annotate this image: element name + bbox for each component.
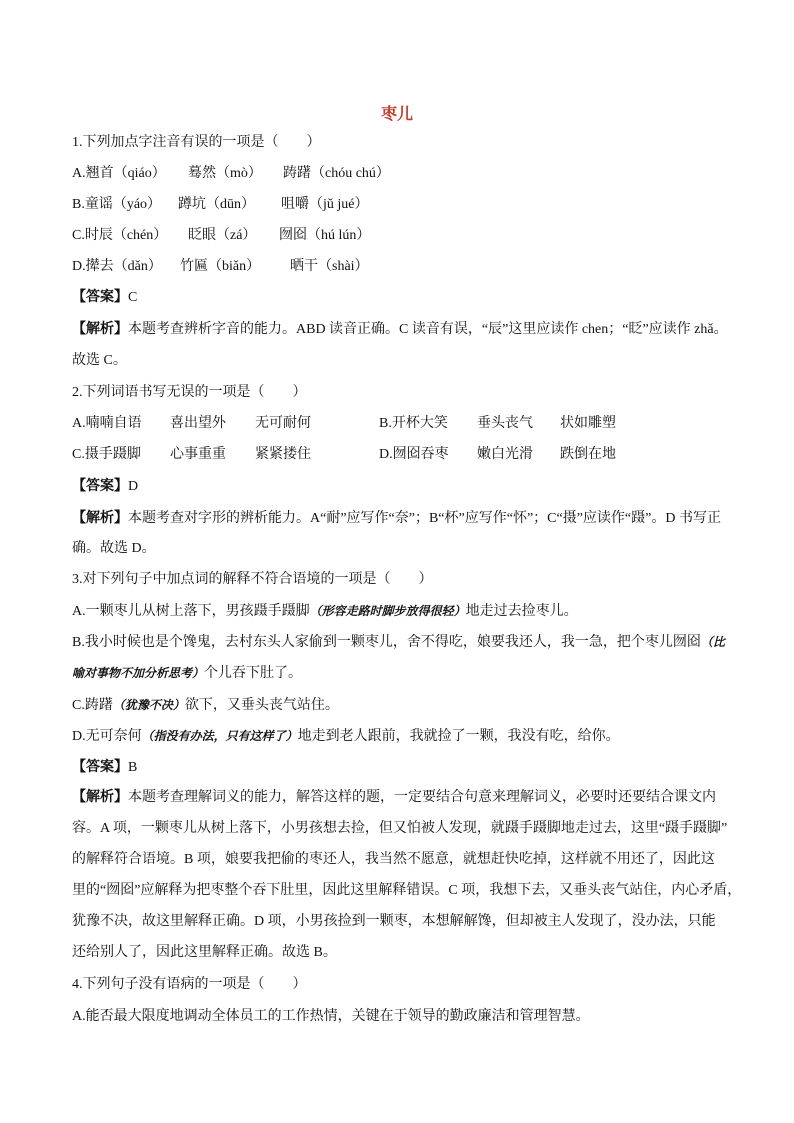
q2-c-word2: 心事重重 <box>170 447 226 462</box>
q1-b-word3: 咀嚼（jǔ jué） <box>281 197 369 212</box>
q3-analysis-line-6: 还给别人了，因此这里解释正确。故选 B。 <box>72 945 337 960</box>
q2-row-1 <box>72 414 734 434</box>
q1-answer <box>72 288 734 308</box>
q3-option-d <box>72 726 734 747</box>
q3-stem: 3.对下列句子中加点词的解释不符合语境的一项是（ ） <box>72 572 433 587</box>
q3-option-b-line-1 <box>72 632 734 653</box>
q3-d-note: （指没有办法，只有这样了） <box>141 729 298 743</box>
answer-tag: 【答案】 <box>72 479 128 494</box>
q2-d-word1: D.囫囵吞枣 <box>379 447 449 462</box>
q3-a-note: （形容走路时脚步放得很轻） <box>309 604 466 618</box>
q2-stem: 2.下列词语书写无误的一项是（ ） <box>72 385 307 400</box>
q2-analysis-line-1 <box>72 509 734 529</box>
q1-b-word2: 蹲坑（dūn） <box>178 197 255 212</box>
q1-stem: 1.下列加点字注音有误的一项是（ ） <box>72 135 321 150</box>
q3-option-b-line-2 <box>72 663 734 684</box>
q3-option-c <box>72 695 734 716</box>
answer-tag: 【答案】 <box>72 290 128 305</box>
q2-a-word1: A.喃喃自语 <box>72 416 142 431</box>
q3-c-text-end: 欲下，又垂头丧气站住。 <box>184 698 339 713</box>
q1-analysis-line-2: 故选 C。 <box>72 353 127 368</box>
q3-answer-value: B <box>128 760 138 775</box>
page-title: 枣儿 <box>380 106 413 123</box>
q1-analysis-text: 本题考查辨析字音的能力。ABD 读音正确。C 读音有误，“辰”这里应读作 chen；“眨”应读作 zhǎ。 <box>128 322 728 337</box>
q2-answer <box>72 477 734 497</box>
q2-c-word3: 紧紧搂住 <box>255 447 311 462</box>
q3-b-text-end: 个儿吞下肚了。 <box>204 666 303 681</box>
answer-tag: 【答案】 <box>72 760 128 775</box>
q1-option-b <box>72 195 734 215</box>
q1-answer-value: C <box>128 290 138 305</box>
q1-c-word3: 囫囵（hú lún） <box>279 228 371 243</box>
q3-b-note-end: 喻对事物不加分析思考） <box>72 666 205 680</box>
q2-row-2 <box>72 445 734 465</box>
q1-option-c <box>72 226 734 246</box>
q2-d-word3: 跌倒在地 <box>560 447 616 462</box>
q1-c-word1: C.时辰（chén） <box>72 228 168 243</box>
q3-b-note-start: （比 <box>700 635 725 649</box>
q3-answer <box>72 758 734 778</box>
analysis-tag: 【解析】 <box>72 790 128 805</box>
q1-d-word3: 晒干（shài） <box>290 259 369 274</box>
q3-option-a <box>72 601 734 622</box>
q3-analysis-line-2: 容。A 项，一颗枣儿从树上落下，小男孩想去捡，但又怕被人发现，就蹑手蹑脚地走过去，这里“蹑手蹑脚” <box>72 821 728 836</box>
q3-d-text: D.无可奈何 <box>72 729 142 744</box>
q3-a-text: A.一颗枣儿从树上落下，男孩蹑手蹑脚 <box>72 604 310 619</box>
q1-a-word1: A.翘首（qiáo） <box>72 166 166 181</box>
q3-d-text-end: 地走到老人跟前，我就捡了一颗，我没有吃，给你。 <box>297 729 620 744</box>
q1-d-word2: 竹匾（biǎn） <box>180 259 261 274</box>
q2-b-word1: B.开杯大笑 <box>379 416 448 431</box>
q3-analysis-line-1 <box>72 788 734 808</box>
q1-c-word2: 眨眼（zá） <box>188 228 257 243</box>
q2-analysis-line-2: 确。故选 D。 <box>72 541 156 556</box>
q2-a-word2: 喜出望外 <box>170 416 226 431</box>
q3-b-text: B.我小时候也是个馋鬼，去村东头人家偷到一颗枣儿，舍不得吃，娘要我还人，我一急，把个枣儿囫囵 <box>72 635 701 650</box>
q1-b-word1: B.童谣（yáo） <box>72 197 162 212</box>
q4-option-a: A.能否最大限度地调动全体员工的工作热情，关键在于领导的勤政廉洁和管理智慧。 <box>72 1009 590 1024</box>
q1-option-a <box>72 164 734 184</box>
q2-b-word3: 状如雕塑 <box>560 416 616 431</box>
q2-c-word1: C.摄手蹑脚 <box>72 447 141 462</box>
q1-a-word3: 踌躇（chóu chú） <box>283 166 390 181</box>
q2-b-word2: 垂头丧气 <box>477 416 533 431</box>
q2-answer-value: D <box>128 479 139 494</box>
q1-a-word2: 蓦然（mò） <box>188 166 262 181</box>
q2-d-word2: 嫩白光滑 <box>477 447 533 462</box>
analysis-tag: 【解析】 <box>72 511 128 526</box>
q3-a-text-end: 地走过去捡枣儿。 <box>465 604 578 619</box>
q3-analysis-line-5: 犹豫不决，故这里解释正确。D 项，小男孩捡到一颗枣，本想解解馋，但却被主人发现了，没办法，只能 <box>72 914 716 929</box>
q1-d-word1: D.撵去（dǎn） <box>72 259 162 274</box>
q3-analysis-line-4: 里的“囫囵”应解释为把枣整个吞下肚里，因此这里解释错误。C 项，我想下去，又垂头丧气站住，内心矛盾， <box>72 883 742 898</box>
q1-option-d <box>72 257 734 277</box>
analysis-tag: 【解析】 <box>72 322 128 337</box>
q3-analysis-line-3: 的解释符合语境。B 项，娘要我把偷的枣还人，我当然不愿意，就想赶快吃掉，这样就不用还了，因此这 <box>72 852 715 867</box>
q2-analysis-text: 本题考查对字形的辨析能力。A“耐”应写作“奈”；B“杯”应写作“怀”；C“摄”应读作“蹑”。D 书写正 <box>128 511 721 526</box>
q1-analysis-line-1 <box>72 320 734 340</box>
q3-c-note: （犹豫不决） <box>112 698 185 712</box>
q4-stem: 4.下列句子没有语病的一项是（ ） <box>72 977 307 992</box>
q3-c-text: C.踌躇 <box>72 698 113 713</box>
q2-a-word3: 无可耐何 <box>255 416 311 431</box>
q3-analysis-text: 本题考查理解词义的能力，解答这样的题，一定要结合句意来理解词义，必要时还要结合课文内 <box>128 790 716 805</box>
